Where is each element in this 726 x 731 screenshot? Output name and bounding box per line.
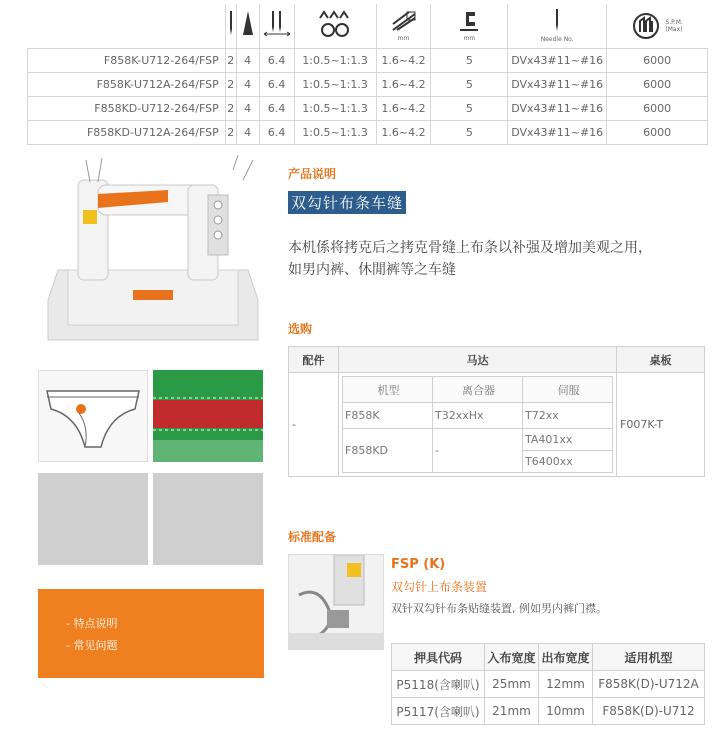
placeholder-image-1 — [38, 473, 148, 565]
product-section-title: 产品说明 — [288, 167, 337, 181]
underwear-diagram-image[interactable] — [38, 370, 148, 462]
motor-row: T6400xx — [343, 451, 613, 473]
spec-row: F858K-U712A-264/FSP 2 4 6.4 1:0.5~1:1.3 1.6~4.2 5 DVx43#11~#16 6000 — [28, 72, 708, 96]
mm-unit-label: mm — [397, 34, 410, 42]
spm-icon — [607, 4, 708, 48]
folder-row: P5117(含喇叭) 21mm 10mm F858K(D)-U712 — [392, 698, 705, 725]
accessory-subtitle: 双勾针上布条装置 — [391, 580, 488, 594]
purchase-table — [288, 346, 705, 477]
spm-max-label: (Max) — [665, 25, 683, 33]
purchase-body-row — [289, 373, 705, 477]
folder-device-image[interactable] — [288, 554, 384, 650]
product-description: 本机係将拷克后之拷克骨缝上布条以补强及增加美观之用， 如男内裤、休閒裤等之车缝 — [288, 240, 652, 278]
spec-row: F858K-U712-264/FSP 2 4 6.4 1:0.5~1:1.3 1.6~4.2 5 DVx43#11~#16 6000 — [28, 48, 708, 72]
motor-cell — [339, 373, 617, 477]
placeholder-image-2 — [153, 473, 263, 565]
accessory-section-title: 标准配备 — [288, 530, 337, 544]
motor-row: F858K T32xxHx T72xx — [343, 403, 613, 429]
stitch-length-icon — [376, 4, 431, 48]
motor-row: F858KD - TA401xx — [343, 429, 613, 451]
needle-system-icon — [508, 4, 607, 48]
spec-row: F858KD-U712-264/FSP 2 4 6.4 1:0.5~1:1.3 1.6~4.2 5 DVx43#11~#16 6000 — [28, 96, 708, 120]
needle-no-label: Needle No. — [540, 35, 574, 43]
purchase-section-title: 选购 — [288, 322, 313, 336]
purchase-header-row — [289, 347, 705, 373]
folder-table — [391, 643, 705, 725]
fabric-tape-image[interactable] — [153, 370, 263, 462]
menu-item-features[interactable]: - 特点说明 — [66, 617, 118, 630]
differential-feed-icon — [294, 4, 376, 48]
accessory-description: 双针双勾针布条贴缝装置, 例如男内裤门襟。 — [391, 602, 607, 615]
table-header: 桌板 — [617, 347, 705, 373]
spec-table — [27, 4, 708, 145]
needle-gauge-icon — [259, 4, 294, 48]
motor-header: 马达 — [339, 347, 617, 373]
spec-header-row — [28, 4, 708, 48]
folder-row: P5118(含喇叭) 25mm 12mm F858K(D)-U712A — [392, 671, 705, 698]
thread-cone-icon — [236, 4, 259, 48]
motor-table — [342, 376, 613, 473]
table-value: F007K-T — [617, 373, 705, 477]
parts-value: - — [289, 373, 339, 477]
presser-lift-icon — [431, 4, 508, 48]
product-name: 双勾针布条车缝 — [288, 191, 406, 214]
spm-label: S.P.M. — [665, 18, 683, 26]
sewing-machine-image[interactable] — [38, 150, 264, 360]
folder-header-row: 押具代码 入布宽度 出布宽度 适用机型 — [392, 644, 705, 671]
accessory-name: FSP (K) — [391, 557, 446, 572]
spec-row: F858KD-U712A-264/FSP 2 4 6.4 1:0.5~1:1.3 1.6~4.2 5 DVx43#11~#16 6000 — [28, 120, 708, 144]
mm-unit-label-2: mm — [463, 34, 476, 42]
menu-item-faq[interactable]: - 常见问题 — [66, 639, 118, 652]
parts-header: 配件 — [289, 347, 339, 373]
motor-header-row: 机型 离合器 伺服 — [343, 377, 613, 403]
needle-icon — [225, 4, 236, 48]
side-menu — [38, 589, 264, 678]
